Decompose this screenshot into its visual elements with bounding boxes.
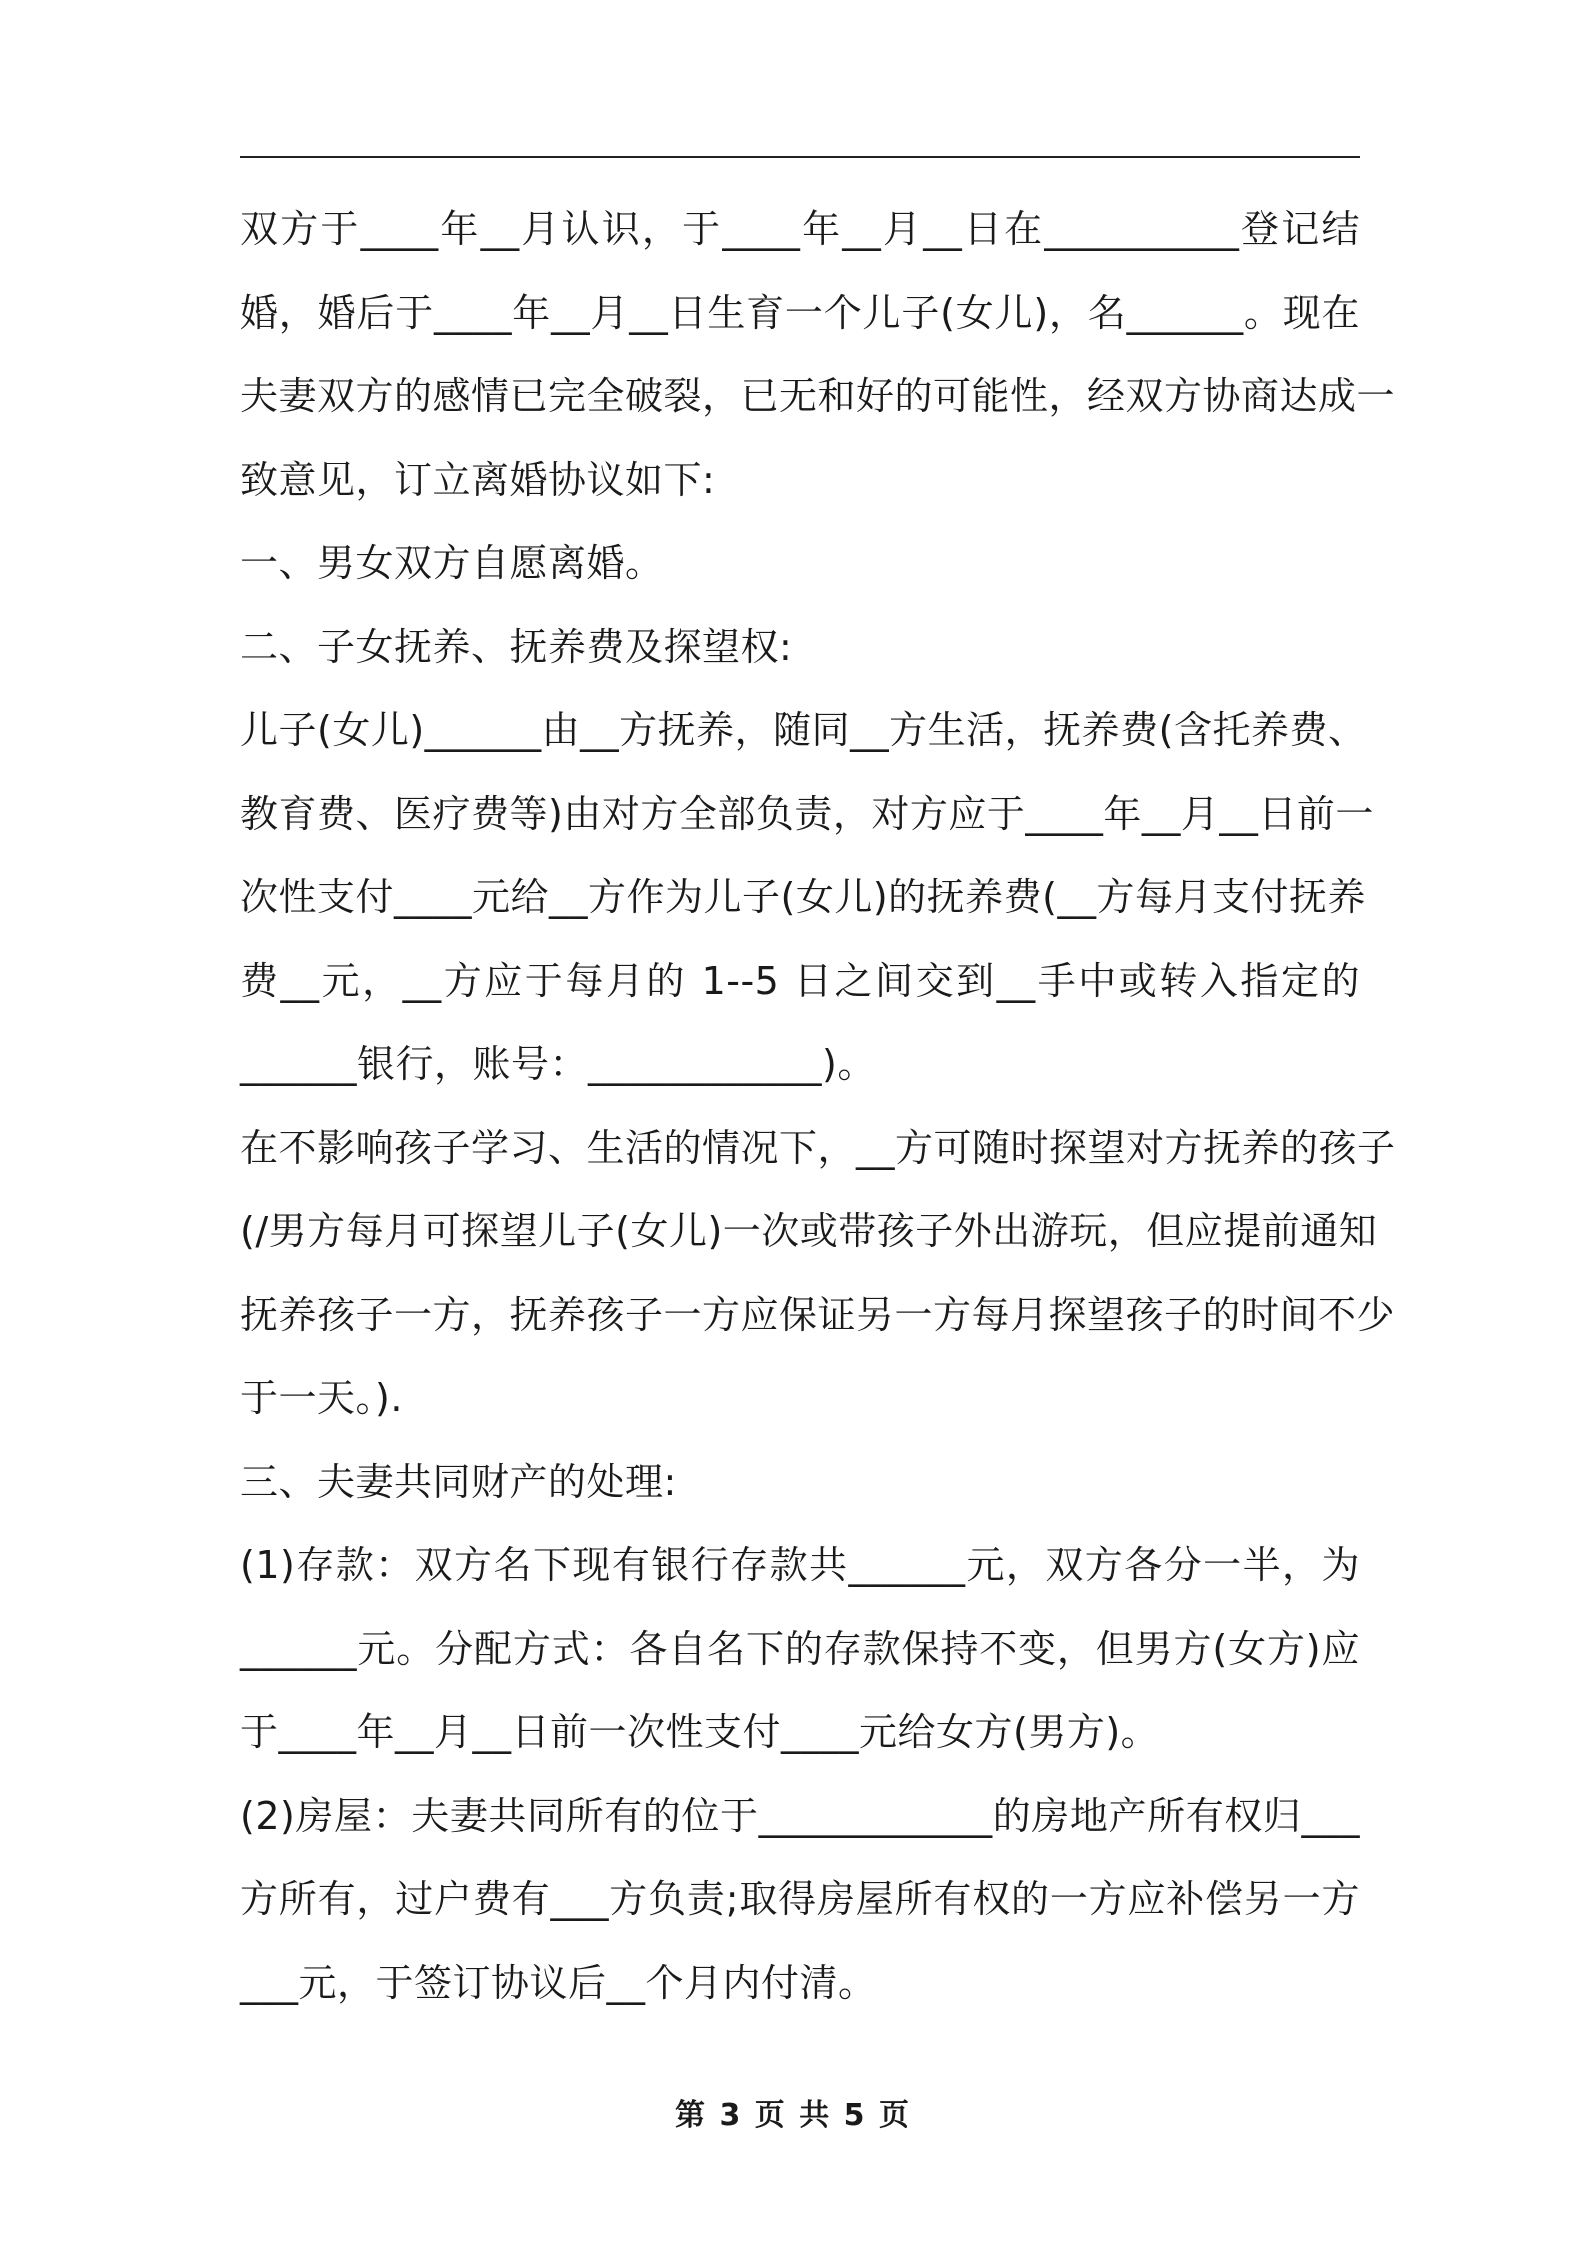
paragraph-line: ___元，于签订协议后__个月内付清。 — [240, 1960, 877, 2005]
paragraph-line: 在不影响孩子学习、生活的情况下，__方可随时探望对方抚养的孩子 — [240, 1125, 1396, 1170]
paragraph-line: 致意见，订立离婚协议如下: — [240, 457, 716, 502]
paragraph-line: (2)房屋：夫妻共同所有的位于____________的房地产所有权归___ — [240, 1793, 1360, 1838]
page-number-footer: 第 3 页 共 5 页 — [675, 2098, 911, 2133]
paragraph-line: 双方于____年__月认识，于____年__月__日在__________登记结 — [240, 207, 1360, 251]
section-heading: 三、夫妻共同财产的处理: — [240, 1459, 677, 1504]
paragraph-line: 婚，婚后于____年__月__日生育一个儿子(女儿)，名______。现在 — [240, 290, 1360, 335]
paragraph-line: 费__元，__方应于每月的 1--5 日之间交到__手中或转入指定的 — [240, 958, 1360, 1003]
document-body — [240, 188, 1396, 2025]
paragraph-line: 抚养孩子一方，抚养孩子一方应保证另一方每月探望孩子的时间不少 — [240, 1292, 1396, 1337]
paragraph-line: 于____年__月__日前一次性支付____元给女方(男方)。 — [240, 1710, 1160, 1754]
paragraph-line: ______元。分配方式：各自名下的存款保持不变，但男方(女方)应 — [240, 1626, 1360, 1671]
header-rule — [240, 156, 1360, 158]
section-heading: 二、子女抚养、抚养费及探望权: — [240, 624, 793, 669]
paragraph-line: 儿子(女儿)______由__方抚养，随同__方生活，抚养费(含托养费、 — [240, 708, 1367, 752]
paragraph-line: 教育费、医疗费等)由对方全部负责，对方应于____年__月__日前一 — [240, 791, 1374, 836]
paragraph-line: ______银行，账号：____________)。 — [240, 1042, 876, 1086]
paragraph-line: (1)存款：双方名下现有银行存款共______元，双方各分一半，为 — [240, 1543, 1360, 1587]
section-heading: 一、男女双方自愿离婚。 — [240, 541, 664, 585]
paragraph-line: 次性支付____元给__方作为儿子(女儿)的抚养费(__方每月支付抚养 — [240, 875, 1366, 919]
paragraph-line: 夫妻双方的感情已完全破裂，已无和好的可能性，经双方协商达成一 — [240, 374, 1396, 418]
paragraph-line: (/男方每月可探望儿子(女儿)一次或带孩子外出游玩，但应提前通知 — [240, 1209, 1378, 1253]
paragraph-line: 方所有，过户费有___方负责;取得房屋所有权的一方应补偿另一方 — [240, 1877, 1360, 1921]
paragraph-line: 于一天。). — [240, 1376, 403, 1420]
